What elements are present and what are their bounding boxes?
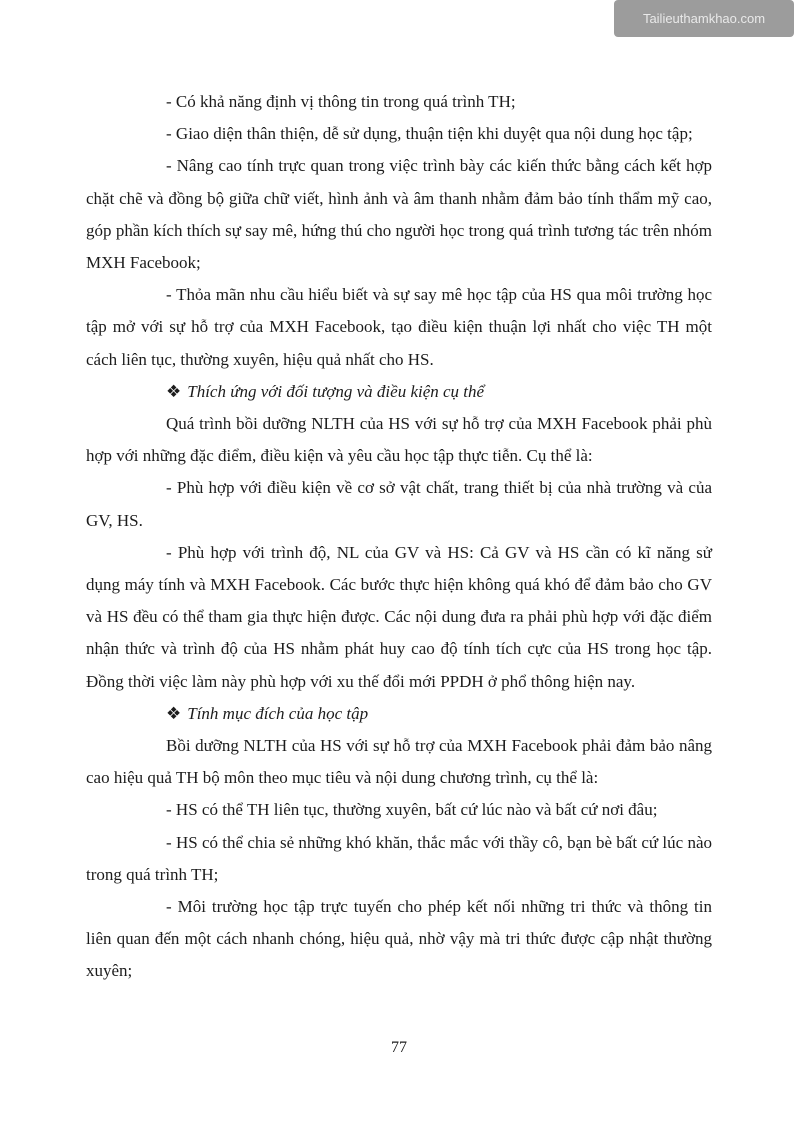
paragraph: - Phù hợp với trình độ, NL của GV và HS: Cả GV và HS cần có kĩ năng sử dụng máy tính và MXH Facebook. Các bước thực hiện không quá khó để đảm bảo cho GV và HS đều có thể tham gia thực hiện được. Các nội dung đưa ra phải phù hợp với đặc điểm nhận thức và trình độ của HS nhằm phát huy cao độ tính tích cực của HS trong học tập. Đồng thời việc làm này phù hợp với xu thế đổi mới PPDH ở phổ thông hiện nay.	[86, 542, 712, 691]
watermark-badge	[614, 0, 794, 37]
paragraph: - Có khả năng định vị thông tin trong quá trình TH;	[166, 92, 516, 111]
paragraph: - Thỏa mãn nhu cầu hiểu biết và sự say mê học tập của HS qua môi trường học tập mở với sự hỗ trợ của MXH Facebook, tạo điều kiện thuận lợi nhất cho việc TH một cách liên tục, thường xuyên, hiệu quả nhất cho HS.	[86, 285, 712, 369]
paragraph: - Môi trường học tập trực tuyến cho phép kết nối những tri thức và thông tin liên quan đến một cách nhanh chóng, hiệu quả, nhờ vậy mà tri thức được cập nhật thường xuyên;	[86, 897, 712, 981]
paragraph: - Nâng cao tính trực quan trong việc trình bày các kiến thức bằng cách kết hợp chặt chẽ và đồng bộ giữa chữ viết, hình ảnh và âm thanh nhằm đảm bảo tính thẩm mỹ cao, góp phần kích thích sự say mê, hứng thú cho người học trong quá trình tương tác trên nhóm MXH Facebook;	[86, 156, 712, 273]
section-heading	[86, 698, 712, 730]
diamond-bullet-icon: ❖	[166, 381, 182, 402]
section-heading-label: Thích ứng với đối tượng và điều kiện cụ thể	[187, 381, 485, 401]
paragraph: - Giao diện thân thiện, dễ sử dụng, thuận tiện khi duyệt qua nội dung học tập;	[166, 124, 693, 144]
paragraph: - Phù hợp với điều kiện về cơ sở vật chất, trang thiết bị của nhà trường và của GV, HS.	[86, 478, 712, 530]
watermark-text: Tailieuthamkhao.com	[642, 11, 766, 26]
paragraph: - HS có thể TH liên tục, thường xuyên, bất cứ lúc nào và bất cứ nơi đâu;	[166, 800, 658, 820]
paragraph: - HS có thể chia sẻ những khó khăn, thắc mắc với thầy cô, bạn bè bất cứ lúc nào trong quá trình TH;	[86, 832, 712, 884]
paragraph: Quá trình bồi dưỡng NLTH của HS với sự hỗ trợ của MXH Facebook phải phù hợp với những đặc điểm, điều kiện và yêu cầu học tập thực tiễn. Cụ thể là:	[86, 414, 712, 466]
diamond-bullet-icon: ❖	[166, 703, 182, 724]
section-heading-label: Tính mục đích của học tập	[187, 703, 369, 723]
section-heading	[86, 376, 712, 408]
document-body	[86, 86, 712, 988]
page-number: 77	[391, 1039, 407, 1056]
paragraph: Bồi dưỡng NLTH của HS với sự hỗ trợ của MXH Facebook phải đảm bảo nâng cao hiệu quả TH bộ môn theo mục tiêu và nội dung chương trình, cụ thể là:	[86, 736, 712, 788]
